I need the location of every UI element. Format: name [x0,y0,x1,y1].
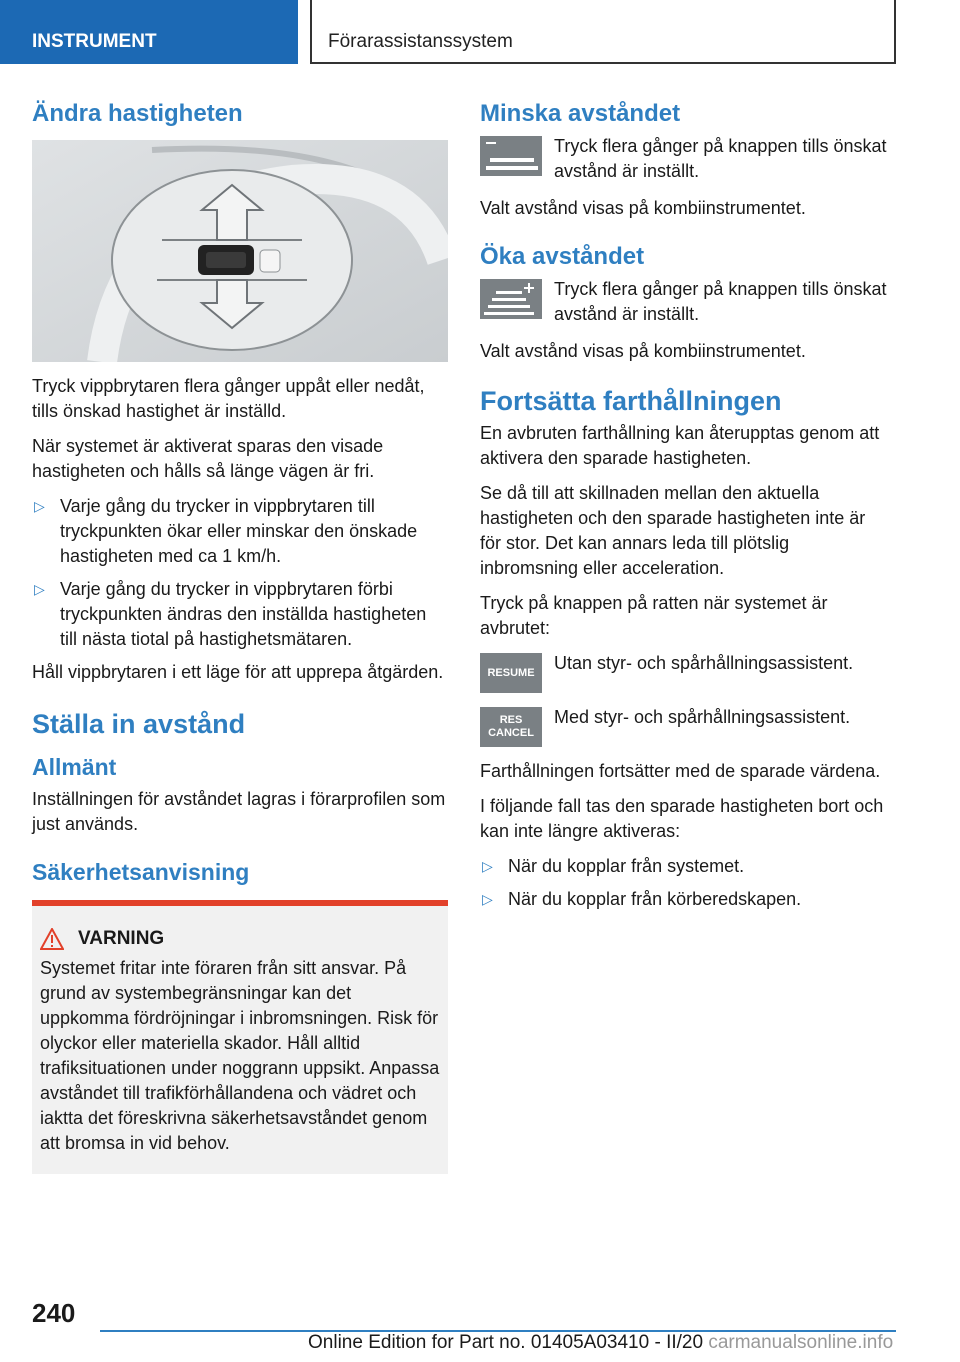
paragraph: När systemet är aktiverat sparas den visade hastigheten och hålls så länge vägen är fri. [32,436,384,481]
distance-decrease-icon [480,136,542,176]
resume-text: Utan styr- och spårhållningsassistent. [554,653,854,673]
triangle-bullet-icon: ▷ [34,581,45,597]
triangle-bullet-icon: ▷ [34,498,45,514]
paragraph: Se då till att skillnaden mellan den aktuella hastigheten och den sparade hastigheten inte är för stor. Det kan annars leda till plötslig inbromsning eller acceleration. [480,483,866,578]
paragraph: Tryck på knappen på ratten när systemet är avbrutet: [480,593,828,638]
list-item: ▷ När du kopplar från systemet. [480,854,890,879]
warning-text: Systemet fritar inte föraren från sitt ansvar. På grund av systembegränsningar kan det uppkomma fördröjningar i inbromsningen. Risk för olyckor eller materiella skador. Håll alltid trafiksituationen under noggrann uppsikt. Anpassa avståndet till trafikförhållandena och vädret och iaktta det föreskrivna säkerhetsavståndet genom att bromsa in vid behov. [40,958,440,1153]
heading-change-speed: Ändra hastigheten [32,100,243,127]
warning-triangle-icon [40,928,64,950]
heading-decrease-distance: Minska avståndet [480,100,681,127]
resume-row [480,651,890,693]
section-label: INSTRUMENT [32,31,157,52]
increase-distance-row [480,277,890,327]
right-column [480,100,890,920]
distance-increase-icon [480,279,542,319]
paragraph: Valt avstånd visas på kombiinstrumentet. [480,341,806,361]
paragraph: I följande fall tas den sparade hastigheten bort och kan inte längre aktiveras: [480,796,884,841]
heading-general: Allmänt [32,754,117,780]
list-item: ▷ Varje gång du trycker in vippbrytaren till tryckpunkten ökar eller minskar den önskade hastigheten med ca 1 km/h. [34,496,418,566]
heading-set-distance: Ställa in avstånd [32,709,246,739]
chapter-label: Förarassistanssystem [328,31,513,52]
triangle-bullet-icon: ▷ [482,891,493,907]
decrease-text: Tryck flera gånger på knappen tills önskat avstånd är inställt. [554,136,887,181]
section-tab [0,0,298,64]
paragraph: Håll vippbrytaren i ett läge för att upprepa åtgärden. [32,662,444,682]
rescancel-row [480,705,890,747]
left-column [32,100,448,1174]
list-item: ▷ Varje gång du trycker in vippbrytaren förbi tryckpunkten ändras den inställda hastigheten till nästa tiotal på hastighetsmätaren. [34,579,427,649]
chapter-tab [310,0,896,64]
resume-button-icon: RESUME [480,653,542,693]
paragraph: En avbruten farthållning kan återupptas genom att aktivera den sparade hastigheten. [480,423,880,468]
list-item: ▷ När du kopplar från körberedskapen. [480,887,890,912]
warning-box [32,900,448,1174]
watermark: carmanualsonline.info [708,1332,894,1353]
paragraph: Farthållningen fortsätter med de sparade värdena. [480,761,881,781]
increase-text: Tryck flera gånger på knappen tills önskat avstånd är inställt. [554,279,887,324]
heading-safety: Säkerhetsanvisning [32,859,250,885]
paragraph: Valt avstånd visas på kombiinstrumentet. [480,198,806,218]
warning-title: VARNING [40,928,440,950]
footer-edition: Online Edition for Part no. 01405A03410 - II/20 carmanualsonline.info [308,1332,894,1353]
paragraph: Inställningen för avståndet lagras i förarprofilen som just används. [32,789,446,834]
decrease-distance-row [480,134,890,184]
steering-wheel-switch-photo [32,140,448,362]
triangle-bullet-icon: ▷ [482,858,493,874]
rescancel-text: Med styr- och spårhållningsassistent. [554,707,851,727]
res-cancel-button-icon: RES CANCEL [480,707,542,747]
page-number: 240 [32,1298,76,1328]
heading-increase-distance: Öka avståndet [480,243,645,270]
paragraph: Tryck vippbrytaren flera gånger uppåt eller nedåt, tills önskad hastighet är inställd. [32,376,425,421]
heading-continue-cruise: Fortsätta farthållningen [480,386,782,416]
